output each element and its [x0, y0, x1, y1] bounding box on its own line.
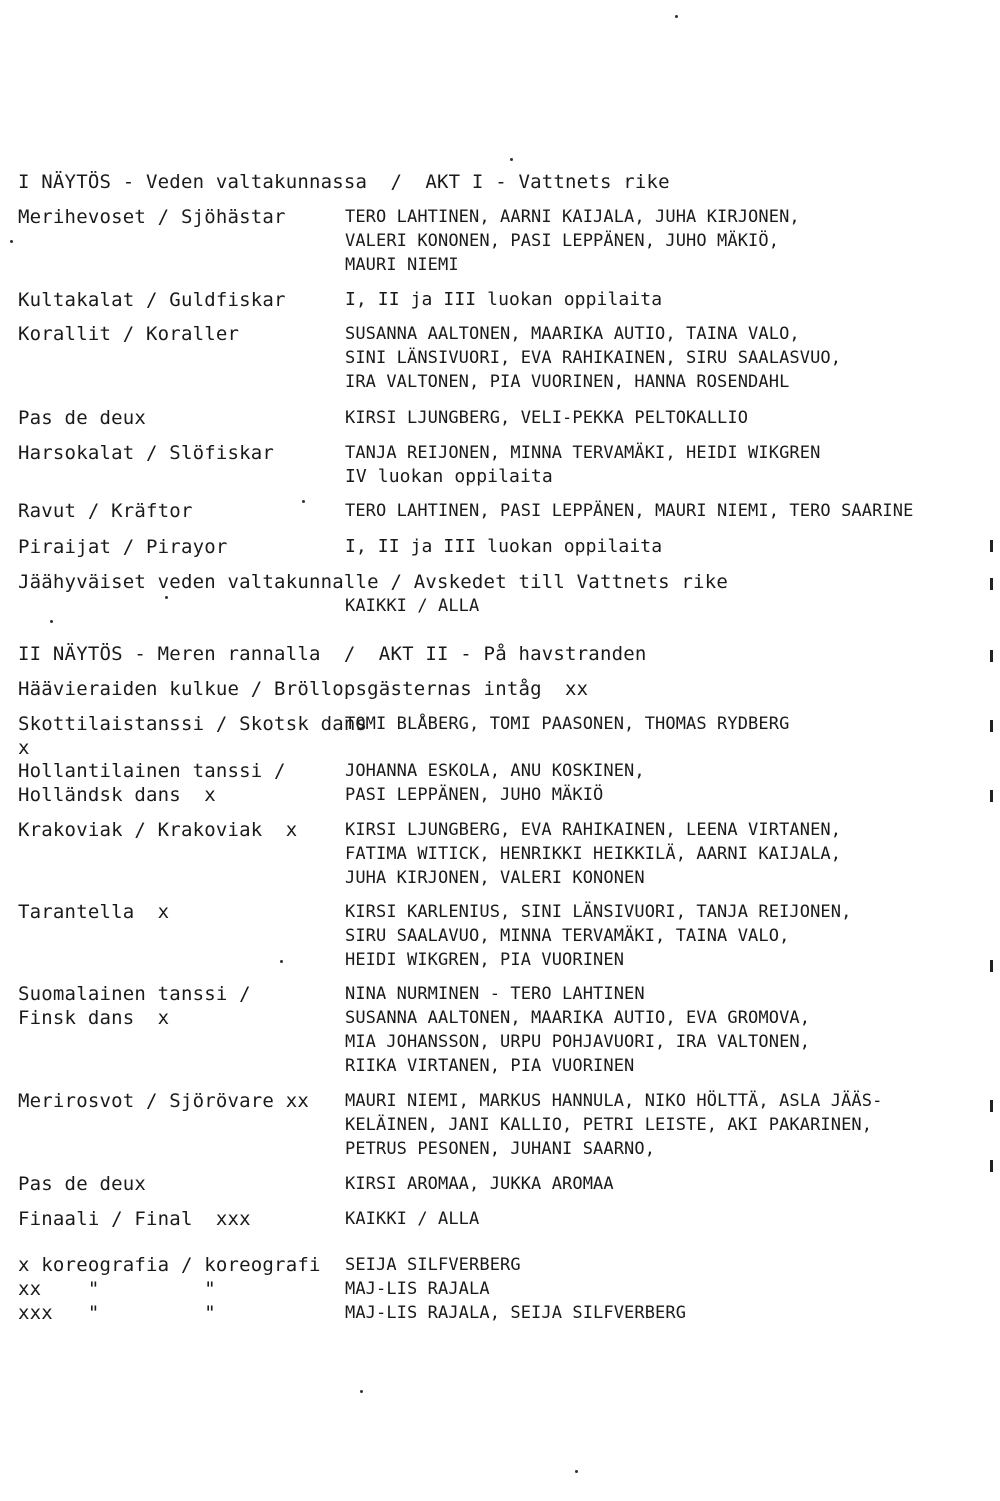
legend-value: SEIJA SILFVERBERG — [345, 1255, 521, 1275]
cast-line: KELÄINEN, JANI KALLIO, PETRI LEISTE, AKI PAKARINEN, — [345, 1115, 873, 1135]
scan-speck — [165, 596, 168, 599]
role-label: Piraijat / Pirayor — [18, 536, 228, 558]
cast-line: VALERI KONONEN, PASI LEPPÄNEN, JUHO MÄKIÖ, — [345, 231, 780, 251]
role-label: Krakoviak / Krakoviak x — [18, 819, 298, 841]
cast-line: MIA JOHANSSON, URPU POHJAVUORI, IRA VALTONEN, — [345, 1032, 811, 1052]
role-label: Jäähyväiset veden valtakunnalle / Avskedet till Vattnets rike — [18, 571, 728, 593]
cast-line: NINA NURMINEN - TERO LAHTINEN — [345, 984, 645, 1004]
role-label: Korallit / Koraller — [18, 323, 240, 345]
scan-speck — [360, 1390, 363, 1393]
cast-line: IV luokan oppilaita — [345, 466, 553, 487]
role-label: Hollantilainen tanssi / — [18, 760, 286, 782]
scan-speck — [575, 1470, 578, 1473]
cast-line: MAURI NIEMI, MARKUS HANNULA, NIKO HÖLTTÄ, ASLA JÄÄS- — [345, 1091, 883, 1111]
margin-mark — [990, 790, 993, 802]
choreographer-mark: x — [18, 737, 30, 759]
cast-line: KIRSI AROMAA, JUKKA AROMAA — [345, 1174, 614, 1194]
margin-mark — [990, 1160, 993, 1172]
role-label: Finaali / Final xxx — [18, 1208, 251, 1230]
cast-line: SIRU SAALAVUO, MINNA TERVAMÄKI, TAINA VALO, — [345, 926, 790, 946]
legend-key: xx " " — [18, 1278, 216, 1300]
cast-line: IRA VALTONEN, PIA VUORINEN, HANNA ROSENDAHL — [345, 372, 790, 392]
scan-speck — [10, 240, 13, 243]
scan-speck — [510, 158, 513, 161]
role-label: Merihevoset / Sjöhästar — [18, 206, 286, 228]
margin-mark — [990, 960, 993, 972]
role-label: Suomalainen tanssi / — [18, 983, 251, 1005]
legend-key: xxx " " — [18, 1302, 216, 1324]
margin-mark — [990, 720, 993, 732]
cast-line: SUSANNA AALTONEN, MAARIKA AUTIO, EVA GROMOVA, — [345, 1008, 811, 1028]
act2-heading: II NÄYTÖS - Meren rannalla / AKT II - På havstranden — [18, 643, 647, 665]
margin-mark — [990, 578, 993, 590]
cast-line: JUHA KIRJONEN, VALERI KONONEN — [345, 868, 645, 888]
cast-line: SUSANNA AALTONEN, MAARIKA AUTIO, TAINA VALO, — [345, 324, 800, 344]
legend-value: MAJ-LIS RAJALA — [345, 1279, 490, 1299]
cast-line: RIIKA VIRTANEN, PIA VUORINEN — [345, 1056, 635, 1076]
margin-mark — [990, 1100, 993, 1112]
cast-line: KIRSI KARLENIUS, SINI LÄNSIVUORI, TANJA REIJONEN, — [345, 902, 852, 922]
role-label: Ravut / Kräftor — [18, 500, 193, 522]
scan-speck — [50, 620, 53, 623]
cast-line: PETRUS PESONEN, JUHANI SAARNO, — [345, 1139, 656, 1159]
margin-mark — [990, 650, 993, 662]
cast-line: KIRSI LJUNGBERG, EVA RAHIKAINEN, LEENA VIRTANEN, — [345, 820, 842, 840]
cast-line: SINI LÄNSIVUORI, EVA RAHIKAINEN, SIRU SAALASVUO, — [345, 348, 842, 368]
role-label: Pas de deux — [18, 407, 147, 429]
cast-line: FATIMA WITICK, HENRIKKI HEIKKILÄ, AARNI KAIJALA, — [345, 844, 842, 864]
cast-line: TOMI BLÅBERG, TOMI PAASONEN, THOMAS RYDBERG — [345, 714, 790, 734]
margin-mark — [990, 540, 993, 552]
cast-line: HEIDI WIKGREN, PIA VUORINEN — [345, 950, 625, 970]
legend-value: MAJ-LIS RAJALA, SEIJA SILFVERBERG — [345, 1303, 687, 1323]
role-label: Holländsk dans x — [18, 784, 216, 806]
scan-speck — [280, 960, 283, 963]
cast-line: KIRSI LJUNGBERG, VELI-PEKKA PELTOKALLIO — [345, 408, 749, 428]
role-label: Pas de deux — [18, 1173, 147, 1195]
act1-heading: I NÄYTÖS - Veden valtakunnassa / AKT I - Vattnets rike — [18, 171, 670, 193]
cast-line: KAIKKI / ALLA — [345, 1209, 480, 1229]
scan-speck — [675, 15, 678, 18]
cast-line: MAURI NIEMI — [345, 255, 459, 275]
role-label: Merirosvot / Sjörövare xx — [18, 1090, 309, 1112]
cast-line: JOHANNA ESKOLA, ANU KOSKINEN, — [345, 761, 645, 781]
role-label: Tarantella x — [18, 901, 170, 923]
role-label: Harsokalat / Slöfiskar — [18, 442, 275, 464]
scan-speck — [302, 500, 305, 503]
cast-line: KAIKKI / ALLA — [345, 596, 480, 616]
role-label: Kultakalat / Guldfiskar — [18, 289, 286, 311]
cast-line: I, II ja III luokan oppilaita — [345, 289, 663, 310]
cast-line: PASI LEPPÄNEN, JUHO MÄKIÖ — [345, 785, 604, 805]
role-label: Skottilaistanssi / Skotsk dans — [18, 713, 368, 735]
legend-key: x koreografia / koreografi — [18, 1254, 321, 1276]
cast-line: I, II ja III luokan oppilaita — [345, 536, 663, 557]
role-label: Finsk dans x — [18, 1007, 170, 1029]
cast-line: TANJA REIJONEN, MINNA TERVAMÄKI, HEIDI WIKGREN — [345, 443, 821, 463]
procession-label: Häävieraiden kulkue / Bröllopsgästernas intåg xx — [18, 678, 589, 700]
cast-line: TERO LAHTINEN, PASI LEPPÄNEN, MAURI NIEMI, TERO SAARINE — [345, 501, 914, 521]
cast-line: TERO LAHTINEN, AARNI KAIJALA, JUHA KIRJONEN, — [345, 207, 800, 227]
